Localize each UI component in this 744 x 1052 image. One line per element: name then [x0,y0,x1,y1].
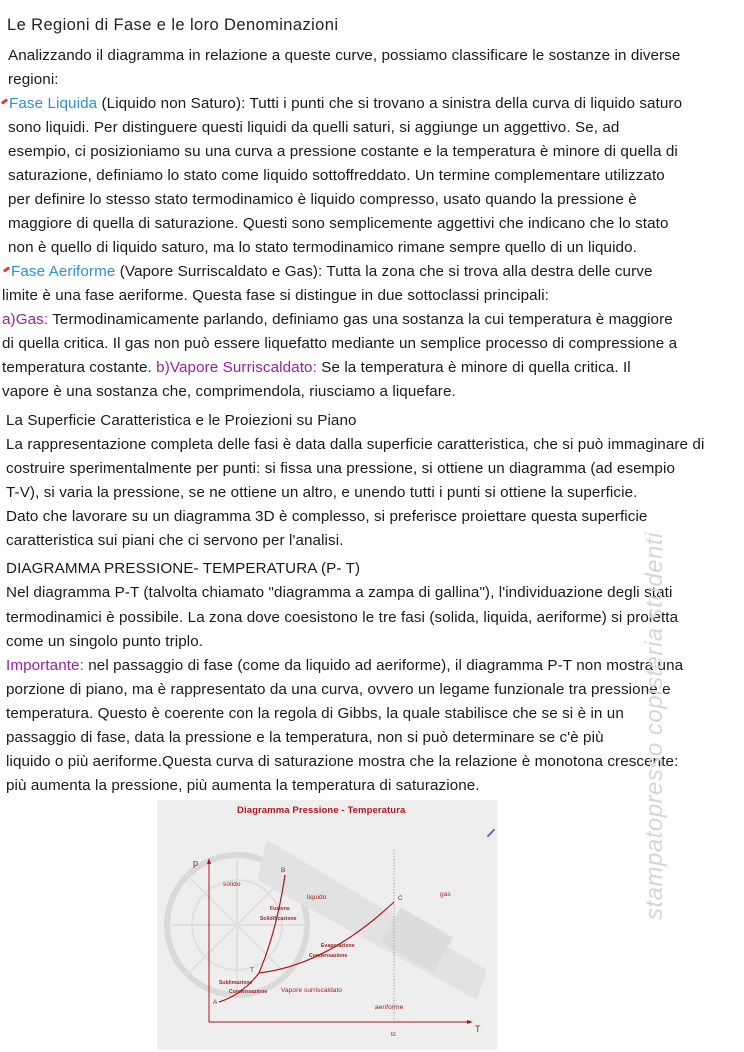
paragraph-line: non è quello di liquido saturo, ma lo stato termodinamico rimane sempre quello di un liquido. [8,239,637,256]
svg-text:T: T [475,1024,481,1034]
svg-text:tc: tc [391,1031,397,1038]
paragraph-line: caratteristica sui piani che ci servono per l'analisi. [6,532,344,549]
paragraph-text: (Vapore Surriscaldato e Gas): Tutta la zona che si trova alla destra delle curve [115,263,653,280]
svg-text:aeriforme: aeriforme [375,1004,404,1011]
paragraph-line: termodinamici è possibile. La zona dove coesistono le tre fasi (solida, liquida, aeriforme) si proietta [6,609,679,626]
bullet-marker-icon [3,266,10,272]
svg-text:liquido: liquido [307,894,327,901]
paragraph-line: esempio, ci posizioniamo su una curva a pressione costante e la temperatura è minore di quella di [8,143,678,160]
fase-liquida-line [1,94,682,114]
svg-text:Evaporazione: Evaporazione [321,943,355,949]
gas-label: a)Gas: [2,311,49,328]
importante-line [6,656,683,676]
paragraph-text: Termodinamicamente parlando, definiamo gas una sostanza la cui temperatura è maggiore [48,311,673,328]
svg-text:Solidificazione: Solidificazione [260,916,297,922]
paragraph-line: vapore è una sostanza che, comprimendola, riusciamo a liquefare. [2,383,456,400]
paragraph-text: temperatura costante. [2,359,157,376]
paragraph-line: T-V), si varia la pressione, se ne ottiene un altro, e unendo tutti i punti si ottiene la superficie. [6,484,638,501]
fase-aeriforme-label: Fase Aeriforme [11,263,116,280]
bullet-marker-icon [1,98,8,104]
paragraph-line: più aumenta la pressione, più aumenta la temperatura di saturazione. [6,777,480,794]
svg-text:Diagramma Pressione - Temperat: Diagramma Pressione - Temperatura [237,805,406,816]
paragraph-line: Analizzando il diagramma in relazione a queste curve, possiamo classificare le sostanze in diverse [8,47,681,64]
paragraph-line: costruire sperimentalmente per punti: si fissa una pressione, si ottiene un diagramma (ad esempio [6,460,675,477]
fase-aeriforme-line [3,262,652,282]
fase-liquida-label: Fase Liquida [9,95,98,112]
pt-diagram-image [157,800,497,1050]
paragraph-line: saturazione, definiamo lo stato come liquido sottoffreddato. Un termine complementare utilizzato [8,167,665,184]
paragraph-line: come un singolo punto triplo. [6,633,204,650]
paragraph-line: porzione di piano, ma è rappresentato da una curva, ovvero un legame funzionale tra pressione e [6,681,671,698]
paragraph-line: La rappresentazione completa delle fasi è data dalla superficie caratteristica, che si può immaginare di [6,436,705,453]
watermark: stampatopresso copisteria studenti [641,532,668,920]
section-title-pt-diagram: DIAGRAMMA PRESSIONE- TEMPERATURA (P- T) [6,560,361,577]
svg-text:C: C [398,895,403,902]
paragraph-line: per definire lo stesso stato termodinamico è liquido compresso, usato quando la pressione è [8,191,637,208]
gas-line [2,310,673,330]
section-title-superficie: La Superficie Caratteristica e le Proiezioni su Piano [6,412,357,429]
paragraph-line: passaggio di fase, data la pressione e la temperatura, non si può determinare se c'è più [6,729,604,746]
importante-label: Importante: [6,657,84,674]
paragraph-line: regioni: [8,71,59,88]
paragraph-line: di quella critica. Il gas non può essere liquefatto mediante un semplice processo di compressione a [2,335,678,352]
svg-text:Condensazione: Condensazione [309,953,348,959]
paragraph-text: (Liquido non Saturo): Tutti i punti che si trovano a sinistra della curva di liquido saturo [97,95,683,112]
svg-text:Sublimazione: Sublimazione [219,980,253,986]
svg-text:T: T [250,967,255,974]
paragraph-line: maggiore di quella di saturazione. Questi sono semplicemente aggettivi che indicano che lo stato [8,215,669,232]
section-title-phase-regions: Le Regioni di Fase e le loro Denominazioni [7,16,339,34]
paragraph-line: temperatura. Questo è coerente con la regola di Gibbs, la quale stabilisce che se si è in un [6,705,624,722]
svg-text:A: A [213,999,218,1006]
svg-text:gas: gas [440,891,451,898]
paragraph-text: Se la temperatura è minore di quella critica. Il [316,359,631,376]
paragraph-line: Nel diagramma P-T (talvolta chiamato "diagramma a zampa di gallina"), l'individuazione degli stati [6,584,673,601]
vapore-line [2,358,631,378]
svg-text:p: p [193,858,199,868]
paragraph-line: sono liquidi. Per distinguere questi liquidi da quelli saturi, si aggiunge un aggettivo. Se, ad [8,119,620,136]
vapore-surriscaldato-label: b)Vapore Surriscaldato: [156,359,317,376]
paragraph-line: liquido o più aeriforme.Questa curva di saturazione mostra che la relazione è monotona crescente: [6,753,679,770]
svg-text:Fusione: Fusione [270,906,290,912]
svg-text:Vapore surriscaldato: Vapore surriscaldato [281,987,343,994]
paragraph-text: nel passaggio di fase (come da liquido ad aeriforme), il diagramma P-T non mostra una [83,657,684,674]
svg-text:B: B [281,867,286,874]
paragraph-line: Dato che lavorare su un diagramma 3D è complesso, si preferisce proiettare questa superficie [6,508,648,525]
paragraph-line: limite è una fase aeriforme. Questa fase si distingue in due sottoclassi principali: [2,287,549,304]
svg-text:solido: solido [223,881,241,888]
svg-text:Condensazione: Condensazione [229,989,268,995]
